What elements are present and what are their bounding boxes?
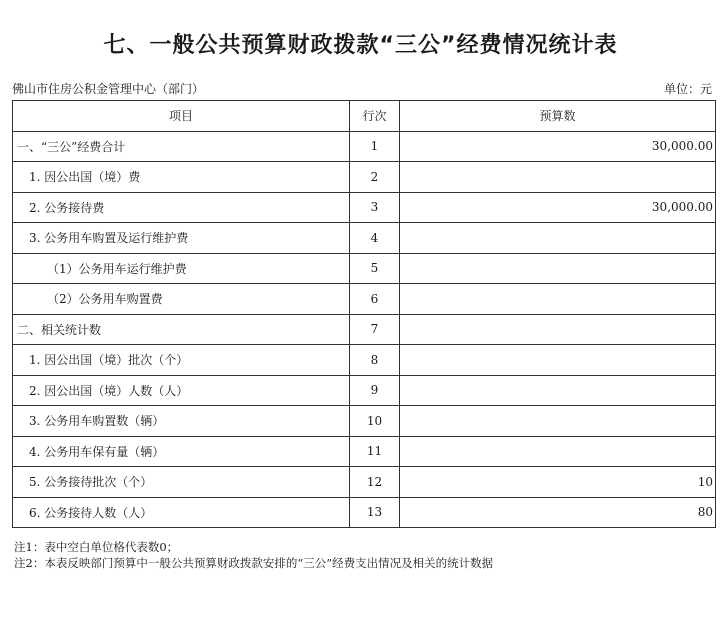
cell-row-number: 3 <box>350 192 400 223</box>
cell-budget <box>400 253 716 284</box>
cell-row-number: 6 <box>350 284 400 315</box>
unit-label: 单位：元 <box>663 82 712 96</box>
page-title: 七、一般公共预算财政拨款“三公”经费情况统计表 <box>103 33 618 58</box>
cell-item: 3. 公务用车购置及运行维护费 <box>13 223 350 254</box>
cell-budget <box>400 436 716 467</box>
cell-budget <box>400 406 716 437</box>
table-row <box>13 406 716 437</box>
cell-item: 2. 公务接待费 <box>13 192 350 223</box>
table-row <box>13 162 716 193</box>
table-row <box>13 131 716 162</box>
cell-item: 2. 因公出国（境）人数（人） <box>13 375 350 406</box>
three-expenses-table <box>12 100 716 528</box>
cell-row-number: 10 <box>350 406 400 437</box>
cell-item: 一、“三公”经费合计 <box>13 131 350 162</box>
cell-budget: 30,000.00 <box>400 192 716 223</box>
cell-budget <box>400 345 716 376</box>
cell-budget <box>400 284 716 315</box>
cell-row-number: 13 <box>350 497 400 528</box>
table-row <box>13 223 716 254</box>
table-row <box>13 314 716 345</box>
cell-item: 1. 因公出国（境）费 <box>13 162 350 193</box>
cell-budget <box>400 162 716 193</box>
cell-row-number: 5 <box>350 253 400 284</box>
cell-item: 二、相关统计数 <box>13 314 350 345</box>
department-label: 佛山市住房公积金管理中心（部门） <box>12 82 205 96</box>
footnotes <box>14 539 493 571</box>
table-row <box>13 253 716 284</box>
header-row-number: 行次 <box>350 101 400 132</box>
cell-item: 1. 因公出国（境）批次（个） <box>13 345 350 376</box>
table-row <box>13 345 716 376</box>
cell-row-number: 11 <box>350 436 400 467</box>
cell-row-number: 1 <box>350 131 400 162</box>
cell-row-number: 12 <box>350 467 400 498</box>
cell-budget <box>400 375 716 406</box>
cell-item: 6. 公务接待人数（人） <box>13 497 350 528</box>
cell-budget: 80 <box>400 497 716 528</box>
table-row <box>13 284 716 315</box>
cell-row-number: 2 <box>350 162 400 193</box>
cell-row-number: 7 <box>350 314 400 345</box>
cell-budget <box>400 314 716 345</box>
cell-item: （1）公务用车运行维护费 <box>13 253 350 284</box>
note-1: 注1：表中空白单位格代表数0； <box>14 540 179 554</box>
table-row <box>13 436 716 467</box>
cell-budget <box>400 223 716 254</box>
header-item: 项目 <box>13 101 350 132</box>
cell-row-number: 4 <box>350 223 400 254</box>
cell-item: （2）公务用车购置费 <box>13 284 350 315</box>
cell-item: 5. 公务接待批次（个） <box>13 467 350 498</box>
table-row <box>13 497 716 528</box>
cell-budget: 10 <box>400 467 716 498</box>
header-budget: 预算数 <box>400 101 716 132</box>
cell-item: 4. 公务用车保有量（辆） <box>13 436 350 467</box>
note-2: 注2：本表反映部门预算中一般公共预算财政拨款安排的“三公”经费支出情况及相关的统计数据 <box>14 556 494 570</box>
cell-row-number: 9 <box>350 375 400 406</box>
table-row <box>13 192 716 223</box>
table-row <box>13 375 716 406</box>
cell-budget: 30,000.00 <box>400 131 716 162</box>
table-header-row <box>13 101 716 132</box>
cell-item: 3. 公务用车购置数（辆） <box>13 406 350 437</box>
cell-row-number: 8 <box>350 345 400 376</box>
table-row <box>13 467 716 498</box>
